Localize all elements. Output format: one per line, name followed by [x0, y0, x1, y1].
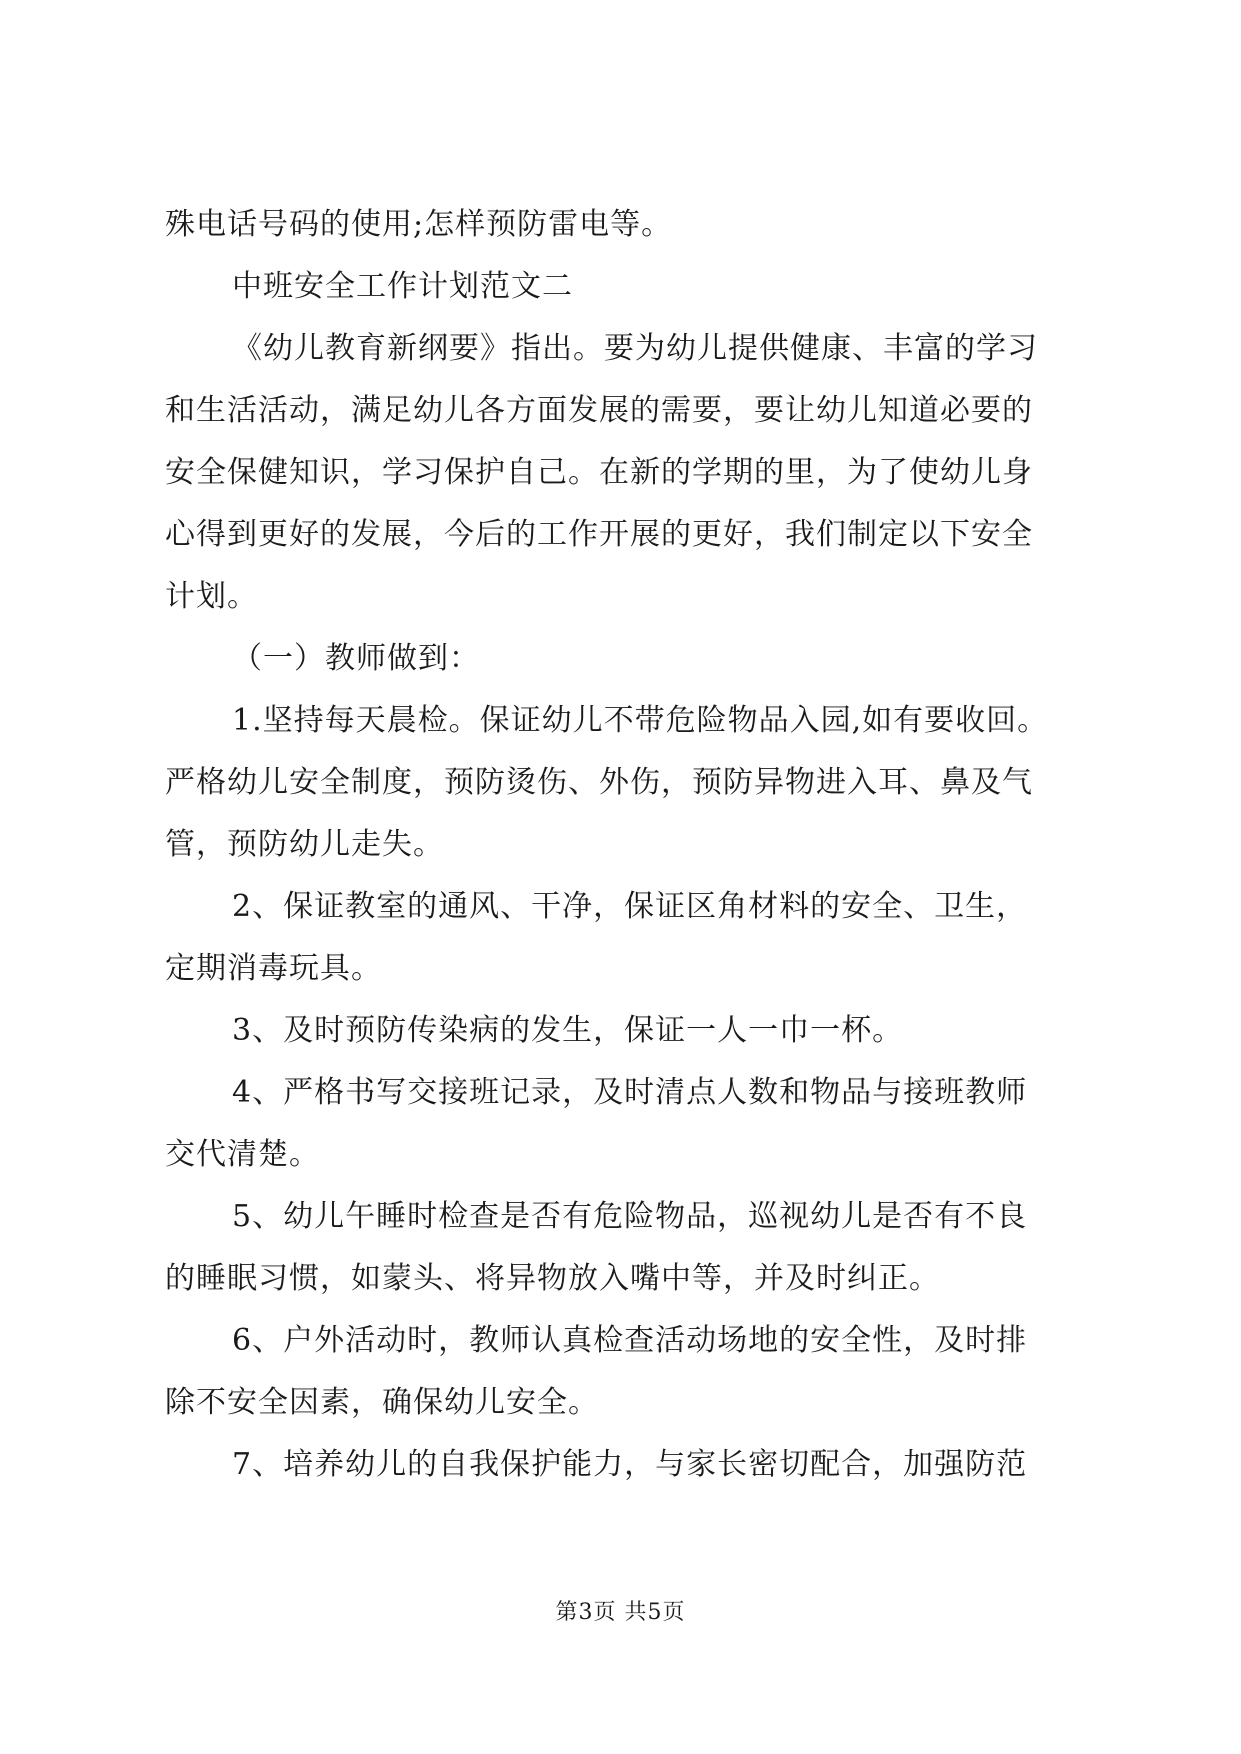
item-4-line-2: 交代清楚。 — [165, 1137, 320, 1172]
item-5-line-1: 5、幼儿午睡时检查是否有危险物品，巡视幼儿是否有不良 — [232, 1199, 1028, 1234]
item-2-line-2: 定期消毒玩具。 — [165, 951, 382, 986]
text-line-1: 殊电话号码的使用;怎样预防雷电等。 — [165, 207, 673, 242]
text-line-5: 安全保健知识，学习保护自己。在新的学期的里，为了使幼儿身 — [165, 455, 1033, 490]
item-1-line-2: 严格幼儿安全制度，预防烫伤、外伤，预防异物进入耳、鼻及气 — [165, 765, 1033, 800]
section-heading: 中班安全工作计划范文二 — [232, 269, 573, 304]
item-5-line-2: 的睡眠习惯，如蒙头、将异物放入嘴中等，并及时纠正。 — [165, 1261, 940, 1296]
text-line-7: 计划。 — [165, 579, 258, 614]
text-line-4: 和生活活动，满足幼儿各方面发展的需要，要让幼儿知道必要的 — [165, 393, 1033, 428]
text-line-3: 《幼儿教育新纲要》指出。要为幼儿提供健康、丰富的学习 — [232, 331, 1038, 366]
page-footer: 第3页 共5页 — [555, 1600, 686, 1625]
item-2-line-1: 2、保证教室的通风、干净，保证区角材料的安全、卫生， — [232, 889, 1028, 924]
item-1-line-3: 管，预防幼儿走失。 — [165, 827, 444, 862]
item-1-line-1: 1.坚持每天晨检。保证幼儿不带危险物品入园,如有要收回。 — [232, 703, 1049, 738]
item-6-line-2: 除不安全因素，确保幼儿安全。 — [165, 1385, 599, 1420]
item-7-line-1: 7、培养幼儿的自我保护能力，与家长密切配合，加强防范 — [232, 1447, 1028, 1482]
subsection-heading: （一）教师做到： — [232, 641, 480, 676]
text-line-6: 心得到更好的发展，今后的工作开展的更好，我们制定以下安全 — [165, 517, 1033, 552]
item-4-line-1: 4、严格书写交接班记录，及时清点人数和物品与接班教师 — [232, 1075, 1028, 1110]
item-6-line-1: 6、户外活动时，教师认真检查活动场地的安全性，及时排 — [232, 1323, 1028, 1358]
item-3-line-1: 3、及时预防传染病的发生，保证一人一巾一杯。 — [232, 1013, 904, 1048]
